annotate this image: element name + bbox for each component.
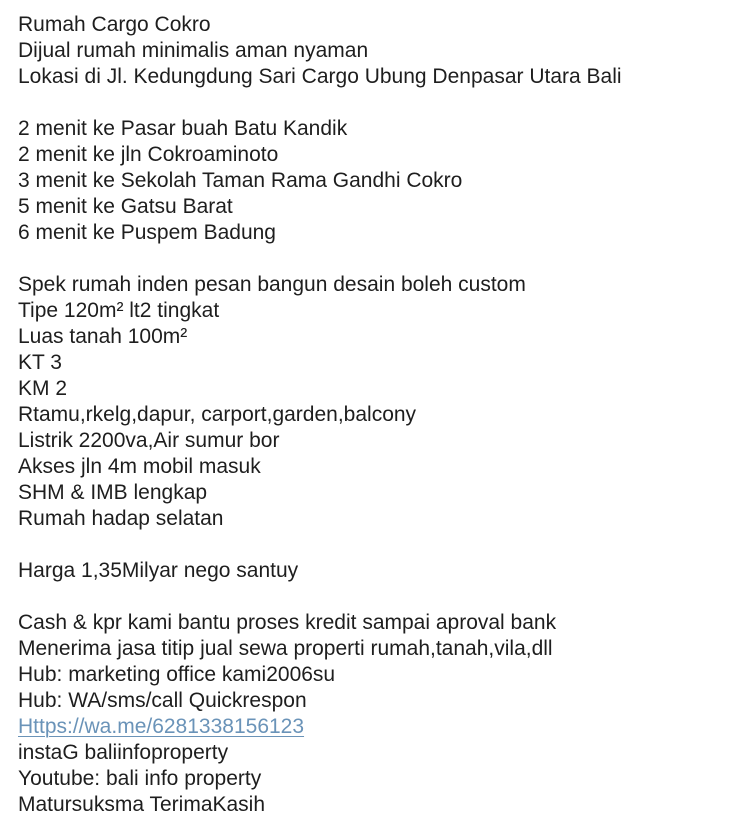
- listing-title: Rumah Cargo Cokro: [18, 13, 211, 36]
- closing-text: Matursuksma TerimaKasih: [18, 793, 266, 816]
- contact-line: Cash & kpr kami bantu proses kredit sampai aproval bank: [18, 611, 557, 634]
- spec-item: Akses jln 4m mobil masuk: [18, 455, 261, 478]
- spec-item: KT 3: [18, 351, 62, 374]
- distance-item: 5 menit ke Gatsu Barat: [18, 195, 233, 218]
- whatsapp-link[interactable]: Https://wa.me/6281338156123: [18, 715, 305, 738]
- youtube-text: Youtube: bali info property: [18, 767, 262, 790]
- spec-item: KM 2: [18, 377, 68, 400]
- listing-text: [18, 12, 738, 818]
- contact-line: Hub: WA/sms/call Quickrespon: [18, 689, 307, 712]
- spec-item: SHM & IMB lengkap: [18, 481, 208, 504]
- distance-item: 2 menit ke Pasar buah Batu Kandik: [18, 117, 348, 140]
- contact-line: Menerima jasa titip jual sewa properti rumah,tanah,vila,dll: [18, 637, 553, 660]
- distance-item: 3 menit ke Sekolah Taman Rama Gandhi Cokro: [18, 169, 463, 192]
- instagram-text: instaG baliinfoproperty: [18, 741, 229, 764]
- listing-subtitle: Dijual rumah minimalis aman nyaman: [18, 39, 369, 62]
- spec-item: Spek rumah inden pesan bangun desain boleh custom: [18, 273, 526, 296]
- spec-item: Rumah hadap selatan: [18, 507, 224, 530]
- spacer: [18, 90, 738, 116]
- contact-line: Hub: marketing office kami2006su: [18, 663, 336, 686]
- distance-item: 2 menit ke jln Cokroaminoto: [18, 143, 279, 166]
- spacer: [18, 532, 738, 558]
- spec-item: Rtamu,rkelg,dapur, carport,garden,balcony: [18, 403, 417, 426]
- spacer: [18, 246, 738, 272]
- spec-item: Listrik 2200va,Air sumur bor: [18, 429, 280, 452]
- spec-item: Tipe 120m² lt2 tingkat: [18, 299, 220, 322]
- spacer: [18, 584, 738, 610]
- spec-item: Luas tanah 100m²: [18, 325, 188, 348]
- distance-item: 6 menit ke Puspem Badung: [18, 221, 276, 244]
- listing-location: Lokasi di Jl. Kedungdung Sari Cargo Ubung Denpasar Utara Bali: [18, 65, 622, 88]
- price-text: Harga 1,35Milyar nego santuy: [18, 559, 299, 582]
